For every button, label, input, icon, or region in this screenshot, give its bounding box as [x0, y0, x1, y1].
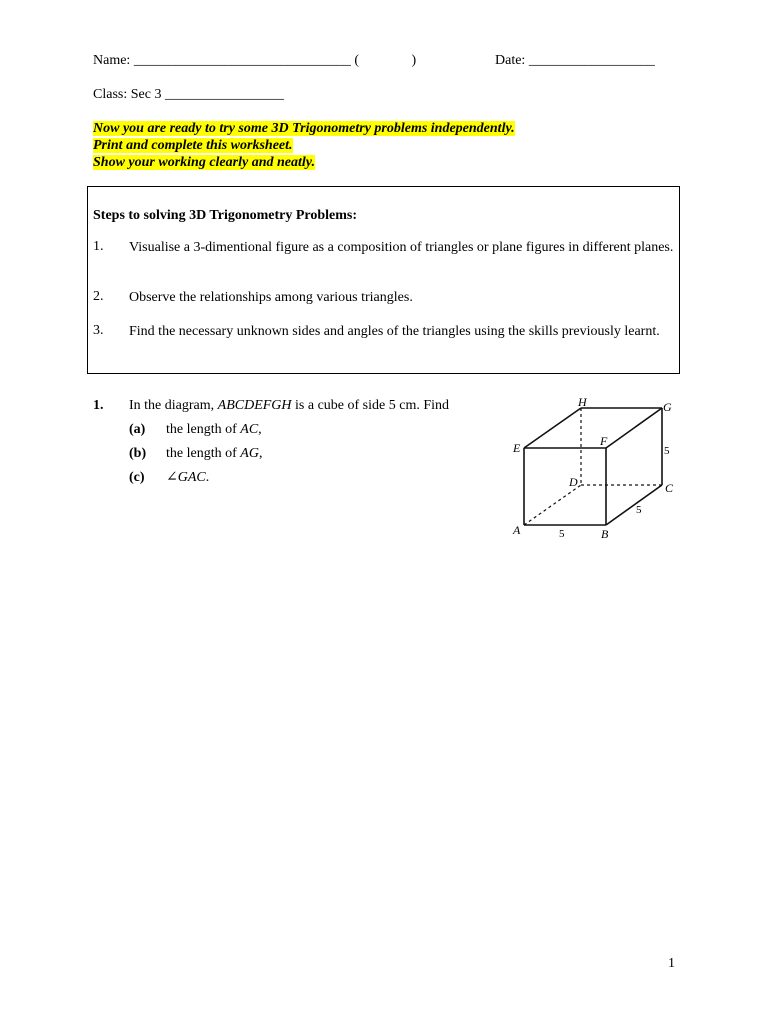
step-number: 3.: [93, 323, 104, 338]
vertex-label-d: D: [569, 475, 578, 489]
question-number: 1.: [93, 398, 104, 413]
date-field-label: Date: __________________: [495, 53, 655, 68]
cube-diagram: [505, 390, 680, 545]
instruction-line-1: Now you are ready to try some 3D Trigonometry problems independently.: [93, 121, 515, 136]
part-label-a: (a): [129, 422, 146, 437]
part-text-a: the length of AC,: [166, 422, 262, 437]
figure-name: ABCDEFGH: [217, 398, 292, 413]
step-text: Visualise a 3-dimentional figure as a composition of triangles or plane figures in different planes.: [129, 240, 674, 255]
part-text-c: ∠GAC.: [166, 470, 210, 485]
part-text-b: the length of AG,: [166, 446, 263, 461]
step-number: 2.: [93, 289, 104, 304]
vertex-label-c: C: [665, 481, 674, 495]
step-text: Observe the relationships among various triangles.: [129, 290, 413, 305]
steps-title: Steps to solving 3D Trigonometry Problems:: [93, 208, 358, 223]
edge-ad: [524, 485, 581, 525]
vertex-label-a: A: [513, 523, 521, 537]
question-intro: In the diagram, ABCDEFGH is a cube of side 5 cm. Find: [129, 398, 450, 413]
vertex-label-h: H: [578, 395, 587, 409]
vertex-label-b: B: [601, 527, 609, 541]
page-number: 1: [668, 956, 675, 971]
side-label-ab: 5: [559, 528, 565, 540]
vertex-label-f: F: [600, 434, 608, 448]
edge-eh: [524, 408, 581, 448]
vertex-label-g: G: [663, 400, 672, 414]
name-field-label: Name: _______________________________ ( ): [93, 53, 417, 68]
side-label-gc: 5: [664, 445, 670, 457]
edge-fg: [606, 408, 662, 448]
part-label-b: (b): [129, 446, 147, 461]
vertex-label-e: E: [513, 441, 521, 455]
edge-bc: [606, 485, 662, 525]
step-number: 1.: [93, 239, 104, 254]
part-label-c: (c): [129, 470, 145, 485]
instruction-line-3: Show your working clearly and neatly.: [93, 155, 315, 170]
step-text: Find the necessary unknown sides and angles of the triangles using the skills previously learnt.: [129, 324, 660, 339]
side-label-bc: 5: [636, 504, 642, 516]
instruction-line-2: Print and complete this worksheet.: [93, 138, 293, 153]
steps-box: [87, 186, 680, 374]
class-field-label: Class: Sec 3 _________________: [93, 87, 284, 102]
